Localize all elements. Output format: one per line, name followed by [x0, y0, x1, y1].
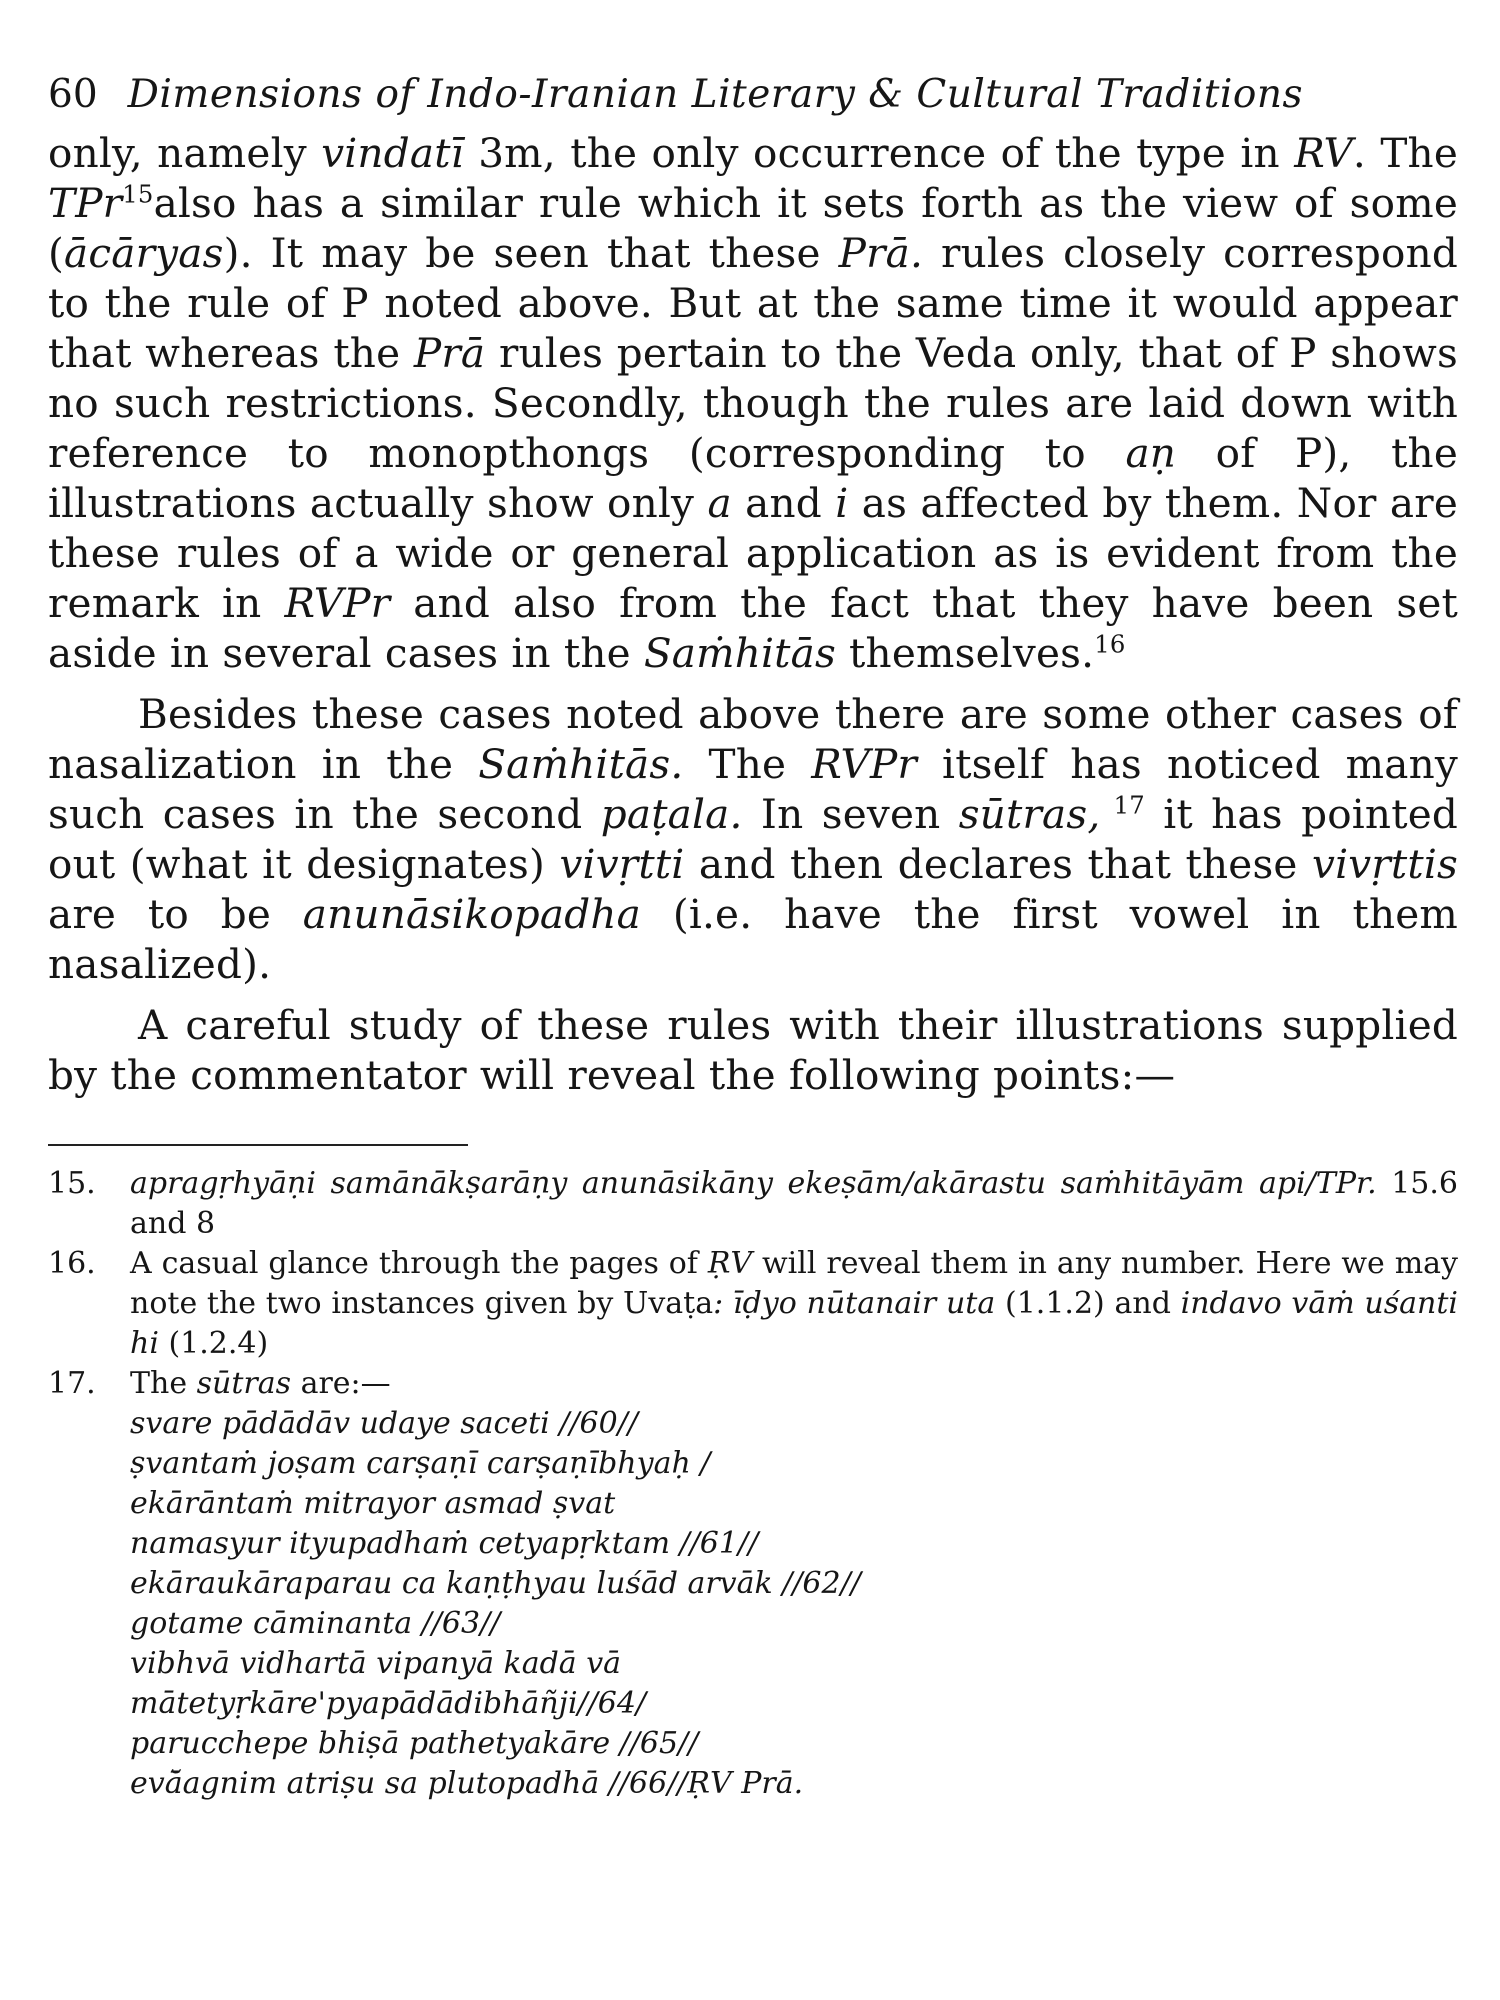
italic-term: aṇ: [1125, 429, 1177, 477]
italic-term: RVPr: [284, 579, 391, 627]
text-run: A casual glance through the pages of: [130, 1246, 708, 1281]
italic-term: Prā.: [838, 229, 924, 277]
italic-term: paṭala.: [600, 790, 743, 838]
text-run: 15.6 and 8: [130, 1166, 1458, 1241]
italic-term: sūtras,: [958, 790, 1101, 838]
italic-term: apragṛhyāṇi samānākṣarāṇy anunāsikāny ekeṣām/akārastu saṁhitāyām api/TPr.: [130, 1166, 1377, 1201]
footnote-number: 15.: [48, 1166, 96, 1201]
text-run: and: [731, 479, 836, 527]
footnote-16: [48, 1244, 1458, 1364]
sutra-line: gotame cāminanta //63//: [130, 1606, 501, 1641]
text-run: only, namely: [48, 129, 322, 177]
text-run: are:—: [291, 1366, 391, 1401]
italic-term: Saṁhitās.: [478, 740, 684, 788]
footnote-ref-17[interactable]: 17: [1100, 790, 1145, 820]
text-run: (i.e. have the first vowel in them nasalized).: [48, 890, 1458, 988]
footnote-15: [48, 1164, 1458, 1244]
text-run: rules pertain to the Veda only, that of P shows no such restrictions. Secondly, though the rules are laid down with reference to monopthongs (corresponding to: [48, 329, 1458, 477]
running-head: [48, 70, 1458, 120]
text-run: and also from the fact that they have been set aside in several cases in the: [48, 579, 1458, 677]
footnote-text: [130, 1164, 1458, 1244]
italic-term: Saṁhitās: [643, 629, 836, 677]
book-page: [48, 70, 1458, 1804]
text-run: (1.2.4): [158, 1326, 269, 1361]
sutra-line: parucchepe bhiṣā pathetyakāre //65//: [130, 1726, 699, 1761]
italic-term: : īḍyo nūtanair uta: [713, 1286, 996, 1321]
footnote-ref-15[interactable]: 15: [122, 179, 154, 209]
footnote-ref-16[interactable]: 16: [1094, 629, 1126, 659]
text-run: rules closely correspond to the rule of P noted above. But at the same time it would appear that whereas the: [48, 229, 1458, 377]
sutra-line: ekārāntaṁ mitrayor asmad ṣvat: [130, 1486, 616, 1521]
text-run: and then declares that these: [684, 840, 1313, 888]
sutra-line: ṣvantaṁ joṣam carṣaṇī carṣaṇībhyaḥ /: [130, 1446, 711, 1481]
book-title: Dimensions of Indo-Iranian Literary & Cultural Traditions: [127, 72, 1303, 117]
italic-term: vivṛttis: [1312, 840, 1458, 888]
sutra-intro: [130, 1366, 391, 1401]
paragraph-1: [48, 128, 1458, 678]
italic-term: indavo vāṁ uśanti hi: [130, 1286, 1458, 1361]
italic-term: anunāsikopadha: [302, 890, 642, 938]
paragraph-2: [48, 689, 1458, 989]
text-run: ). It may be seen that these: [223, 229, 839, 277]
text-run: itself has noticed many such cases in the second: [48, 740, 1458, 838]
italic-term: RV: [1294, 129, 1353, 177]
italic-term: TPr: [48, 179, 123, 227]
sutra-line: mātetyṛkāre'pyapādādibhāñji//64/: [130, 1686, 647, 1721]
text-run: are to be: [48, 890, 303, 938]
sutra-line: namasyur ityupadhaṁ cetyapṛktam //61//: [130, 1526, 759, 1561]
text-run: The: [130, 1366, 197, 1401]
text-run: also has a similar rule which it sets forth as the view of some (: [48, 179, 1458, 277]
sutra-line: ekāraukāraparau ca kaṇṭhyau luśād arvāk //62//: [130, 1566, 861, 1601]
italic-term: vivṛtti: [559, 840, 685, 888]
footnote-number: 17.: [48, 1366, 96, 1401]
text-run: (1.1.2) and: [995, 1286, 1181, 1321]
text-run: will reveal them in any number. Here we may note the two instances given by Uvaṭa: [130, 1246, 1458, 1321]
italic-term: i: [835, 479, 849, 527]
text-run: it has pointed out (what it designates): [48, 790, 1458, 888]
footnote-separator: [48, 1144, 468, 1146]
italic-term: sūtras: [196, 1366, 292, 1401]
italic-term: RVPr: [811, 740, 917, 788]
footnotes: [48, 1164, 1458, 1804]
italic-term: ṚV: [707, 1246, 753, 1281]
sutra-line: vibhvā vidhartā vipanyā kadā vā: [130, 1646, 622, 1681]
text-run: Besides these cases noted above there are some other cases of nasalization in the: [48, 690, 1458, 788]
text-run: In seven: [742, 790, 959, 838]
page-number: 60: [48, 72, 98, 117]
paragraph-3: A careful study of these rules with their illustrations supplied by the commentator will reveal the following points:—: [48, 1001, 1458, 1099]
text-run: . The: [1352, 129, 1459, 177]
footnote-17: [48, 1364, 1458, 1804]
footnote-text: [130, 1244, 1458, 1364]
italic-term: a: [707, 479, 732, 527]
sutra-line: svare pādādāv udaye saceti //60//: [130, 1406, 638, 1441]
text-run: 3m, the only occurrence of the type in: [463, 129, 1295, 177]
footnote-number: 16.: [48, 1246, 96, 1281]
text-run: of P), the illustrations actually show only: [48, 429, 1459, 527]
italic-term: ācāryas: [64, 229, 224, 277]
italic-term: Prā: [413, 329, 486, 377]
footnote-text: [130, 1364, 1458, 1804]
text-run: themselves.: [835, 629, 1095, 677]
text-run: The: [683, 740, 812, 788]
sutra-line: evā̆agnim atriṣu sa plutopadhā //66//ṚV Prā.: [130, 1766, 804, 1801]
italic-term: vindatī: [321, 129, 464, 177]
text-run: as affected by them. Nor are these rules of a wide or general application as is evident from the remark in: [48, 479, 1459, 627]
